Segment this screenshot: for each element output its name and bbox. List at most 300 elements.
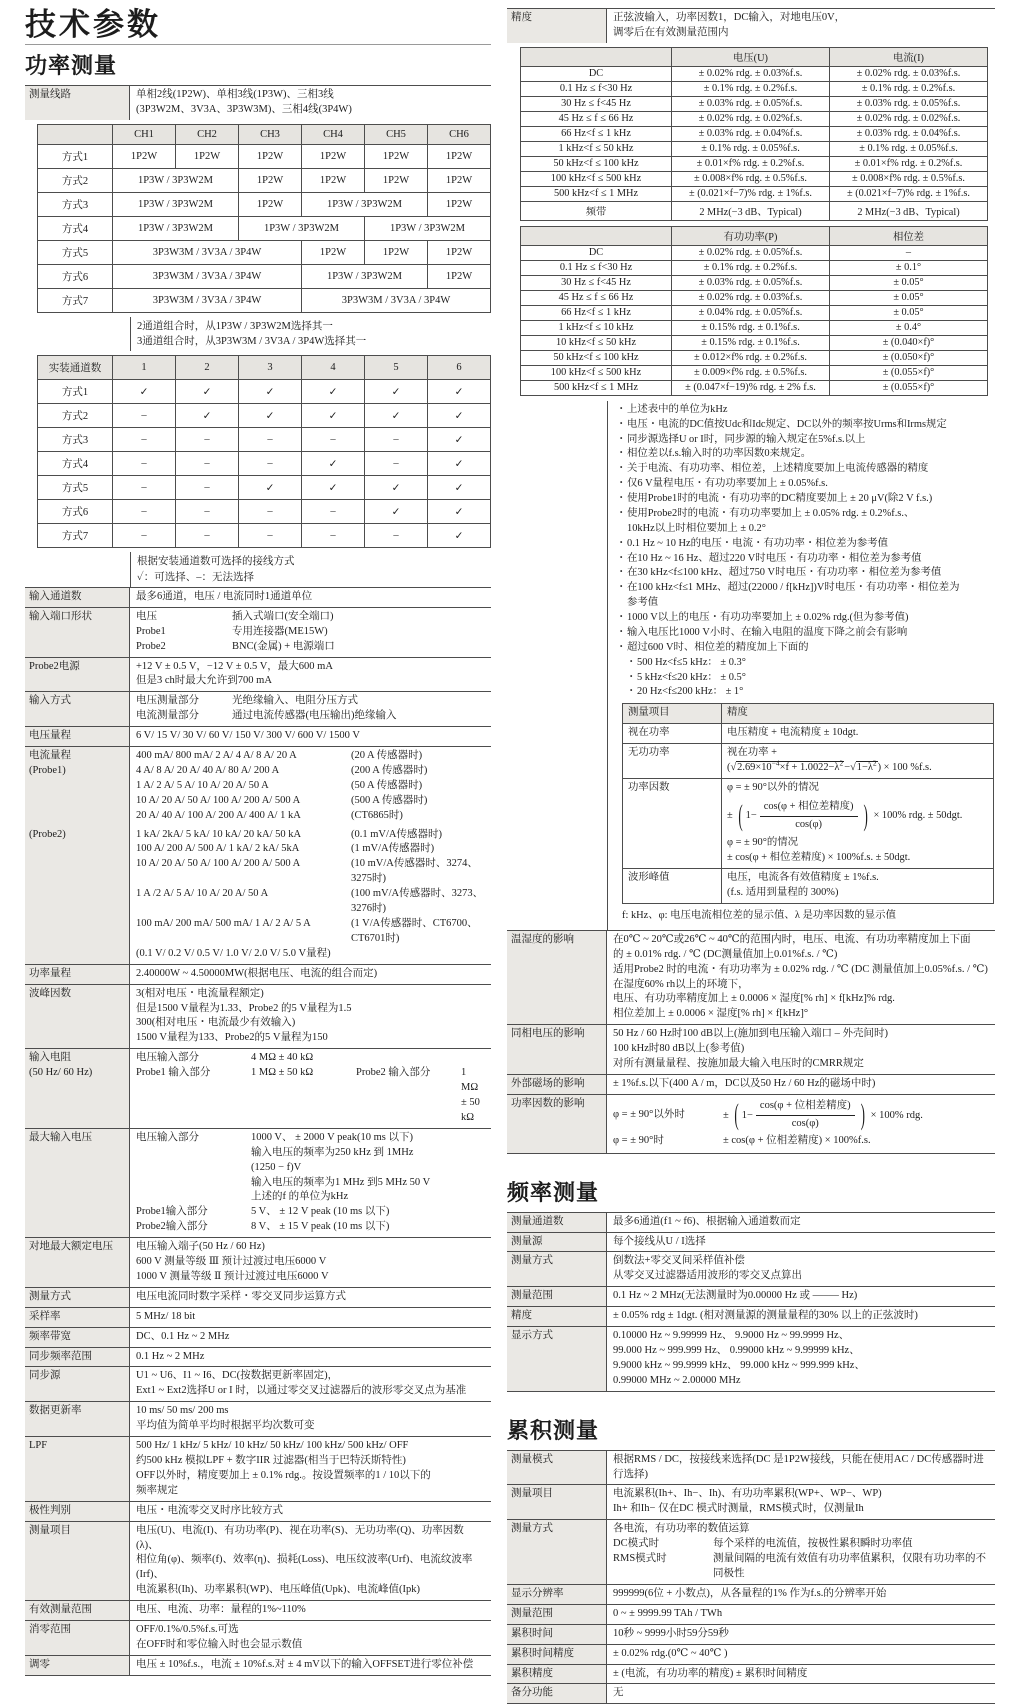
table-cell: ± 0.1° xyxy=(830,260,988,275)
column-header: 精度 xyxy=(722,704,994,724)
table-cell: 1P2W xyxy=(239,169,302,193)
spec-value-line xyxy=(136,779,485,794)
spec-value-line xyxy=(136,709,485,724)
bullet-icon: ・ xyxy=(616,478,627,490)
row-label: 方式2 xyxy=(38,404,113,428)
spec-value xyxy=(607,931,995,1024)
spec-row xyxy=(507,1451,995,1486)
spec-text: 1500 V量程为133、Probe2的5 V量程为150 xyxy=(136,1032,328,1044)
spec-value-line xyxy=(136,1369,485,1384)
spec-text: 上述的f 的单位为kHz xyxy=(251,1191,349,1203)
table-cell: 3P3W3M / 3V3A / 3P4W xyxy=(113,289,302,313)
spec-row xyxy=(507,1684,995,1704)
column-header: 相位差 xyxy=(830,226,988,245)
spec-text: +12 V ± 0.5 V，−12 V ± 0.5 V，最大600 mA xyxy=(136,660,333,672)
spec-value-line xyxy=(613,1309,989,1324)
row-label: 100 kHz<f ≤ 500 kHz xyxy=(521,171,672,186)
column-header: 电流(I) xyxy=(830,47,988,66)
spec-label xyxy=(507,931,607,1024)
row-label: 30 Hz ≤ f<45 Hz xyxy=(521,275,672,290)
spec-value-line xyxy=(136,1484,485,1499)
bullet-icon: ・ xyxy=(616,418,627,430)
table-cell: ± 0.02% rdg. ± 0.03%f.s. xyxy=(830,66,988,81)
spec-value xyxy=(130,692,491,726)
note-line xyxy=(616,611,995,626)
spec-value xyxy=(130,1601,491,1620)
table-cell: ✓ xyxy=(365,380,428,404)
note-line xyxy=(616,656,995,671)
spec-value-line xyxy=(613,948,989,963)
spec-row xyxy=(25,1621,491,1656)
spec-value-line xyxy=(613,1057,989,1072)
spec-label xyxy=(25,1502,130,1521)
spec-value-line xyxy=(136,1583,485,1598)
table-cell: – xyxy=(113,428,176,452)
spec-label xyxy=(507,1485,607,1519)
table-cell: ± 0.01×f% rdg. ± 0.2%f.s. xyxy=(672,156,830,171)
fraction-numerator: cos(φ + 位相差精度) xyxy=(756,1099,855,1116)
spec-row xyxy=(507,1307,995,1327)
spec-text: Probe1 输入部分 xyxy=(136,1067,211,1079)
spec-value xyxy=(607,1520,995,1584)
spec-label xyxy=(25,747,130,826)
wiring-mode-table xyxy=(37,124,491,313)
spec-label xyxy=(25,1601,130,1620)
bullet-icon: ・ xyxy=(616,612,627,624)
spec-value xyxy=(607,1233,995,1252)
spec-value xyxy=(607,1605,995,1624)
row-label: 无功功率 xyxy=(623,744,722,779)
table-row xyxy=(623,778,994,868)
spec-value xyxy=(130,86,491,120)
spec-text: Probe2 xyxy=(136,640,166,652)
table-cell: ✓ xyxy=(428,404,491,428)
table-cell: 1P2W xyxy=(176,145,239,169)
note-line xyxy=(616,671,995,686)
table-cell: ± 0.02% rdg. ± 0.02%f.s. xyxy=(672,111,830,126)
bullet-icon: ・ xyxy=(616,582,627,594)
case-label: φ = ± 90°时 xyxy=(613,1134,664,1146)
spec-label-line: 采样率 xyxy=(29,1310,61,1322)
spec-label xyxy=(25,1238,130,1287)
spec-label xyxy=(507,1213,607,1232)
spec-value xyxy=(607,1585,995,1604)
spec-value-line xyxy=(613,1329,989,1344)
spec-label-line: 累积时间精度 xyxy=(511,1647,574,1659)
spec-value-line xyxy=(136,674,485,689)
spec-value-line xyxy=(613,992,989,1007)
spec-value-line xyxy=(136,887,485,917)
table-cell: 1P3W / 3P3W2M xyxy=(302,193,428,217)
table-cell: ± 0.03% rdg. ± 0.05%f.s. xyxy=(672,96,830,111)
spec-row xyxy=(507,1665,995,1685)
note-text: 1000 V以上的电压・有功功率要加上 ± 0.02% rdg.(但为参考值) xyxy=(627,612,909,624)
spec-label xyxy=(25,608,130,657)
spec-value xyxy=(130,588,491,607)
spec-label-line: 电流量程 xyxy=(29,750,71,762)
table-cell: – xyxy=(176,428,239,452)
spec-value-line xyxy=(136,1016,485,1031)
spec-row xyxy=(25,588,491,608)
column-header: CH2 xyxy=(176,125,239,145)
spec-row xyxy=(25,1522,491,1602)
table-row xyxy=(38,169,491,193)
spec-text: 约500 kHz 模拟LPF + 数字IIR 过滤器(相当于巴特沃斯特性) xyxy=(136,1455,406,1466)
spec-row xyxy=(25,1308,491,1328)
spec-value-line xyxy=(613,963,989,978)
spec-text: Probe1 xyxy=(136,625,166,637)
spec-text: 在湿度60% rh以上的环境下， xyxy=(613,978,749,990)
row-label: 视在功率 xyxy=(623,724,722,744)
note-line xyxy=(616,477,995,492)
table-row xyxy=(521,156,988,171)
row-label: 66 Hz<f ≤ 1 kHz xyxy=(521,305,672,320)
spec-value-line xyxy=(136,1504,485,1519)
spec-value-line xyxy=(136,828,485,843)
table-row xyxy=(521,290,988,305)
table-row xyxy=(521,111,988,126)
row-label: 方式6 xyxy=(38,500,113,524)
spec-row xyxy=(25,1601,491,1621)
row-label: 30 Hz ≤ f<45 Hz xyxy=(521,96,672,111)
table-row xyxy=(38,241,491,265)
spec-row xyxy=(507,1075,995,1095)
table-cell: ✓ xyxy=(302,404,365,428)
table-header-row xyxy=(521,47,988,66)
spec-text: 9.9000 kHz ~ 99.9999 kHz、 99.000 kHz ~ 999.999 kHz、 xyxy=(613,1359,865,1371)
row-label: 方式5 xyxy=(38,476,113,500)
spec-label xyxy=(507,1287,607,1306)
spec-value-line xyxy=(613,1344,989,1359)
spec-value-line xyxy=(136,1469,485,1484)
spec-label xyxy=(507,1684,607,1703)
table-cell: – xyxy=(239,524,302,548)
table-row xyxy=(38,428,491,452)
note-line xyxy=(616,537,995,552)
spec-text: (1250 − f)V xyxy=(251,1161,302,1173)
spec-label-line: 备分功能 xyxy=(511,1687,553,1699)
table-cell: – xyxy=(113,404,176,428)
bullet-icon: ・ xyxy=(616,567,627,579)
spec-text: 对所有测量量程、按施加最大输入电压时的CMRR规定 xyxy=(613,1058,864,1070)
spec-text: 1 kA/ 2kA/ 5 kA/ 10 kA/ 20 kA/ 50 kA xyxy=(136,828,302,840)
spec-value-line xyxy=(613,1522,989,1537)
column-header: 测量项目 xyxy=(623,704,722,724)
spec-row xyxy=(25,1367,491,1402)
spec-text: 倒数法+零交叉间采样值补偿 xyxy=(613,1255,745,1267)
table-cell: ± (0.021×f−7)% rdg. ± 1%f.s. xyxy=(672,186,830,201)
note-line xyxy=(616,685,995,700)
spec-row xyxy=(507,931,995,1025)
table-cell: 1P3W / 3P3W2M xyxy=(302,265,428,289)
table-row xyxy=(521,365,988,380)
spec-value xyxy=(130,1502,491,1521)
spec-label xyxy=(25,1367,130,1401)
table-row xyxy=(521,245,988,260)
table-cell: ± (0.040×f)° xyxy=(830,335,988,350)
table-row xyxy=(38,452,491,476)
table-row xyxy=(521,171,988,186)
spec-value xyxy=(607,1287,995,1306)
note-text: 0.1 Hz ~ 10 Hz的电压・电流・有功功率・相位差为参考值 xyxy=(627,537,889,549)
spec-label-line: 同相电压的影响 xyxy=(511,1028,585,1040)
spec-value-line xyxy=(136,1404,485,1419)
table-row xyxy=(38,193,491,217)
spec-label xyxy=(507,1585,607,1604)
spec-label-line: Probe2电源 xyxy=(29,660,80,672)
table-cell: – xyxy=(113,452,176,476)
accuracy-notes xyxy=(607,401,995,930)
spec-value-line xyxy=(136,1051,485,1066)
bullet-icon: ・ xyxy=(616,448,627,460)
note-line xyxy=(616,626,995,641)
spec-label-line: 外部磁场的影响 xyxy=(511,1077,585,1089)
spec-value-line xyxy=(613,1587,989,1602)
spec-label xyxy=(507,1665,607,1684)
spec-value xyxy=(607,1307,995,1326)
spec-row xyxy=(25,826,491,965)
row-label: DC xyxy=(521,245,672,260)
table-row xyxy=(521,186,988,201)
table-cell: 1P2W xyxy=(428,193,491,217)
spec-text: 99.000 Hz ~ 999.999 Hz、 0.99000 kHz ~ 9.99999 kHz、 xyxy=(613,1344,860,1356)
spec-label xyxy=(507,1645,607,1664)
spec-value-line xyxy=(136,729,485,744)
install-channel-table xyxy=(37,355,491,548)
spec-row xyxy=(25,86,491,120)
spec-label xyxy=(25,985,130,1049)
spec-text: 1000 V、 ± 2000 V peak(10 ms 以下) xyxy=(251,1131,413,1143)
bullet-icon: ・ xyxy=(626,671,637,683)
spec-row xyxy=(25,608,491,658)
spec-text: 电压、电流、功率：量程的1%~110% xyxy=(136,1604,306,1616)
row-label: 50 kHz<f ≤ 100 kHz xyxy=(521,156,672,171)
sqrt-expression: $√1-\lambda^2$ xyxy=(850,758,877,773)
table-cell: ± 0.03% rdg. ± 0.04%f.s. xyxy=(672,126,830,141)
spec-text: 10秒 ~ 9999小时59分59秒 xyxy=(613,1627,729,1639)
spec-value-line xyxy=(613,1254,989,1269)
spec-value xyxy=(607,1665,995,1684)
spec-label xyxy=(25,588,130,607)
spec-value-line xyxy=(136,1290,485,1305)
spec-text: 电压(U)、电流(I)、有功功率(P)、视在功率(S)、无功功率(Q)、功率因数(λ)、 xyxy=(136,1524,464,1551)
table-row xyxy=(521,320,988,335)
spec-label-line: 波峰因数 xyxy=(29,987,71,999)
column-header xyxy=(521,47,672,66)
case-label: φ = ± 90°以外时 xyxy=(613,1108,685,1120)
spec-value-line xyxy=(613,1077,989,1092)
table-cell: – xyxy=(176,452,239,476)
spec-value xyxy=(607,9,995,43)
spec-value-line xyxy=(613,1667,989,1682)
spec-label xyxy=(25,826,130,964)
bullet-icon: ・ xyxy=(616,463,627,475)
table-row xyxy=(38,476,491,500)
row-label: 方式6 xyxy=(38,265,113,289)
spec-text: 适用Probe2 时的电流・有功功率为 ± 0.02% rdg. / ℃ (DC 测量值加上0.05%f.s. / ℃) xyxy=(613,963,988,975)
table-cell: – xyxy=(113,500,176,524)
big-bracket: ( xyxy=(738,796,743,832)
sqrt-radicand: $1-\lambda^2$ xyxy=(856,758,877,773)
spec-label-line: 测量项目 xyxy=(29,1524,71,1536)
table-corner-cell: 实装通道数 xyxy=(38,356,113,380)
table-row xyxy=(38,289,491,313)
spec-row xyxy=(507,9,995,43)
spec-value-line xyxy=(136,917,485,947)
spec-row xyxy=(507,1485,995,1520)
spec-text: 50 Hz / 60 Hz时100 dB以上(施加到电压输入端口 – 外壳间时) xyxy=(613,1028,889,1040)
table-cell: ± 0.15% rdg. ± 0.1%f.s. xyxy=(672,335,830,350)
table-cell: ± 0.1% rdg. ± 0.2%f.s. xyxy=(830,81,988,96)
bullet-icon: ・ xyxy=(626,686,637,698)
spec-value-line xyxy=(136,1330,485,1345)
spec-value-line xyxy=(136,1240,485,1255)
spec-value xyxy=(130,608,491,657)
spec-label xyxy=(25,1402,130,1436)
table-cell: ± 0.05° xyxy=(830,290,988,305)
spec-value xyxy=(130,658,491,692)
spec-value-line xyxy=(613,1537,989,1552)
spec-label xyxy=(25,1328,130,1347)
spec-value-line xyxy=(136,1310,485,1325)
table-cell: ± 0.02% rdg. ± 0.05%f.s. xyxy=(672,245,830,260)
voltage-current-accuracy-table xyxy=(520,47,988,221)
note-line xyxy=(616,462,995,477)
spec-label-line: 测量范围 xyxy=(511,1290,553,1302)
note-line xyxy=(616,492,995,507)
note-line xyxy=(616,566,995,581)
spec-text: 4 MΩ ± 40 kΩ xyxy=(251,1052,314,1064)
spec-value-line xyxy=(136,1176,485,1191)
spec-label-line: 调零 xyxy=(29,1658,50,1670)
spec-text: 但是1500 V量程为1.33、Probe2 的5 V量程为1.5 xyxy=(136,1002,352,1014)
spec-text: 6 V/ 15 V/ 30 V/ 60 V/ 150 V/ 300 V/ 600 V/ 1500 V xyxy=(136,730,360,742)
spec-value xyxy=(130,1308,491,1327)
table-cell: ✓ xyxy=(302,452,365,476)
spec-text: Probe2输入部分 xyxy=(136,1221,208,1233)
spec-label: 功率因数的影响 xyxy=(507,1095,607,1153)
spec-text: 电流累积(Ih+、Ih−、Ih)、有功功率累积(WP+、WP−、WP) xyxy=(613,1488,882,1500)
table-cell: – xyxy=(176,500,239,524)
spec-label-line: 对地最大额定电压 xyxy=(29,1241,113,1253)
spec-text: 8 V、 ± 15 V peak (10 ms 以下) xyxy=(251,1221,390,1233)
spec-text: 电压测量部分 xyxy=(136,695,199,707)
spec-label xyxy=(507,1025,607,1074)
note-text: 仅6 V量程电压・有功功率要加上 ± 0.05%f.s. xyxy=(627,478,828,490)
spec-value-line xyxy=(613,1289,989,1304)
spec-value-line xyxy=(136,809,485,824)
spec-value-line xyxy=(613,933,989,948)
table-cell: 1P3W / 3P3W2M xyxy=(113,217,239,241)
spec-label xyxy=(25,86,130,120)
column-header: 有功功率(P) xyxy=(672,226,830,245)
row-label: 66 Hz<f ≤ 1 kHz xyxy=(521,126,672,141)
spec-value-line xyxy=(136,1220,485,1235)
spec-label-line: 频率带宽 xyxy=(29,1330,71,1342)
note-text: 相位差以f.s.输入时的功率因数0来规定。 xyxy=(627,448,812,460)
row-label: 10 kHz<f ≤ 50 kHz xyxy=(521,335,672,350)
table-row xyxy=(521,201,988,220)
formula-line: ± cos(φ + 相位差精度) × 100%f.s. ± 50dgt. xyxy=(727,852,911,864)
spec-text: 10 A/ 20 A/ 50 A/ 100 A/ 200 A/ 500 A xyxy=(136,794,301,806)
table-row xyxy=(521,350,988,365)
note-line xyxy=(616,418,995,433)
table-cell: – xyxy=(365,524,428,548)
note-text: 5 kHz<f≤20 kHz： ± 0.5° xyxy=(637,671,746,683)
spec-label-line: 数据更新率 xyxy=(29,1405,82,1417)
column-header: CH6 xyxy=(428,125,491,145)
spec-text: 每个接线从U / I选择 xyxy=(613,1235,706,1247)
spec-label xyxy=(25,1621,130,1655)
pf-formula: ± ( 1− $\frac{\text{cos(φ + 相位差精度)}}{\cos(\varphi)}$ ) × 100% rdg. ± 50dgt. xyxy=(727,810,962,821)
spec-value-line xyxy=(136,749,485,764)
formula-line xyxy=(613,1134,989,1149)
spec-label xyxy=(25,1437,130,1501)
table-cell: – xyxy=(830,245,988,260)
spec-value-line xyxy=(613,1686,989,1701)
spec-row xyxy=(25,1348,491,1368)
table-row xyxy=(623,724,994,744)
spec-value-line xyxy=(136,1623,485,1638)
pf-formula: ± cos(φ + 位相差精度) × 100%f.s. xyxy=(723,1134,871,1146)
table-cell: 3P3W3M / 3V3A / 3P4W xyxy=(302,289,491,313)
table-row xyxy=(38,524,491,548)
row-label: 方式7 xyxy=(38,289,113,313)
spec-value-line xyxy=(613,1487,989,1502)
table-cell: 1P2W xyxy=(428,265,491,289)
page-title: 技术参数 xyxy=(25,7,161,42)
spec-row xyxy=(507,1625,995,1645)
bullet-icon: ・ xyxy=(616,537,627,549)
spec-text: 1 MΩ ± 50 kΩ xyxy=(461,1067,480,1123)
spec-label-line: 测量通道数 xyxy=(511,1215,564,1227)
table-row xyxy=(521,81,988,96)
right-column xyxy=(507,6,995,1704)
spec-text: (1 mV/A传感器时) xyxy=(351,843,435,855)
table-cell: 1P2W xyxy=(428,241,491,265)
row-label: 方式5 xyxy=(38,241,113,265)
table-row xyxy=(623,744,994,779)
spec-text: 测量间隔的电流有效值有功功率值累积，仅限有功功率的不同极性 xyxy=(713,1553,986,1579)
table-cell: 1P2W xyxy=(365,145,428,169)
spec-text: 3(相对电压・电流量程额定) xyxy=(136,987,264,999)
spec-value-line xyxy=(136,1419,485,1434)
spec-text: 无 xyxy=(613,1687,624,1699)
row-label: 0.1 Hz ≤ f<30 Hz xyxy=(521,260,672,275)
table-cell: ± 0.05° xyxy=(830,305,988,320)
spec-row xyxy=(507,1213,995,1233)
spec-value-line xyxy=(613,1607,989,1622)
spec-row xyxy=(25,1402,491,1437)
spec-text: ± 0.05% rdg ± 1dgt. (相对测量源的测量量程的30% 以上的正弦波时) xyxy=(613,1310,918,1322)
measurement-item-accuracy-table xyxy=(622,703,994,904)
spec-value xyxy=(607,1327,995,1391)
table-cell: ± 0.012×f% rdg. ± 0.2%f.s. xyxy=(672,350,830,365)
row-label: 方式7 xyxy=(38,524,113,548)
spec-label xyxy=(25,1129,130,1237)
spec-value-line xyxy=(136,1190,485,1205)
table-cell: 1P2W xyxy=(428,169,491,193)
spec-text: 单相2线(1P2W)、单相3线(1P3W)、三相3线 xyxy=(136,89,334,101)
spec-text: 电压输入部分 xyxy=(136,1052,199,1064)
spec-label-line: 同步源 xyxy=(29,1370,61,1382)
spec-value-line xyxy=(613,1042,989,1057)
spec-text: DC、0.1 Hz ~ 2 MHz xyxy=(136,1330,230,1342)
spec-text: 通过电流传感器(电压输出)绝缘输入 xyxy=(232,710,397,722)
row-label: 方式1 xyxy=(38,145,113,169)
spec-value-line xyxy=(136,1031,485,1046)
spec-value-line xyxy=(136,1454,485,1469)
